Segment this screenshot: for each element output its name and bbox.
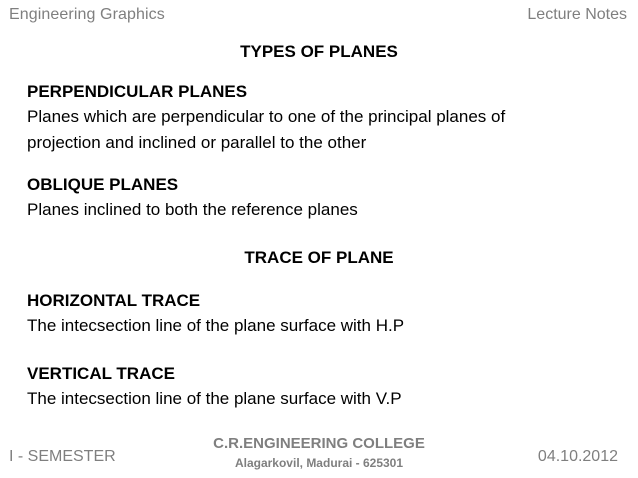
section-body-perpendicular-line-2: projection and inclined or parallel to the other: [27, 133, 367, 152]
trace-body-horizontal: The intecsection line of the plane surface with H.P: [27, 316, 405, 335]
footer-semester: I - SEMESTER: [9, 448, 116, 465]
section-heading-oblique: OBLIQUE PLANES: [27, 175, 179, 194]
header-lecture-notes: Lecture Notes: [527, 6, 627, 23]
section-body-oblique: Planes inclined to both the reference planes: [27, 200, 358, 219]
footer-date: 04.10.2012: [537, 448, 618, 465]
page-title: TYPES OF PLANES: [240, 42, 398, 61]
footer-college-name: C.R.ENGINEERING COLLEGE: [213, 435, 425, 452]
footer-college-address: Alagarkovil, Madurai - 625301: [234, 456, 404, 470]
trace-heading-vertical: VERTICAL TRACE: [27, 364, 175, 383]
subtitle: TRACE OF PLANE: [244, 248, 394, 267]
trace-heading-horizontal: HORIZONTAL TRACE: [27, 291, 201, 310]
section-heading-perpendicular: PERPENDICULAR PLANES: [27, 82, 248, 101]
header-course-title: Engineering Graphics: [9, 6, 165, 23]
section-body-perpendicular-line-1: Planes which are perpendicular to one of the principal planes of: [27, 107, 506, 126]
trace-body-vertical: The intecsection line of the plane surface with V.P: [27, 389, 402, 408]
